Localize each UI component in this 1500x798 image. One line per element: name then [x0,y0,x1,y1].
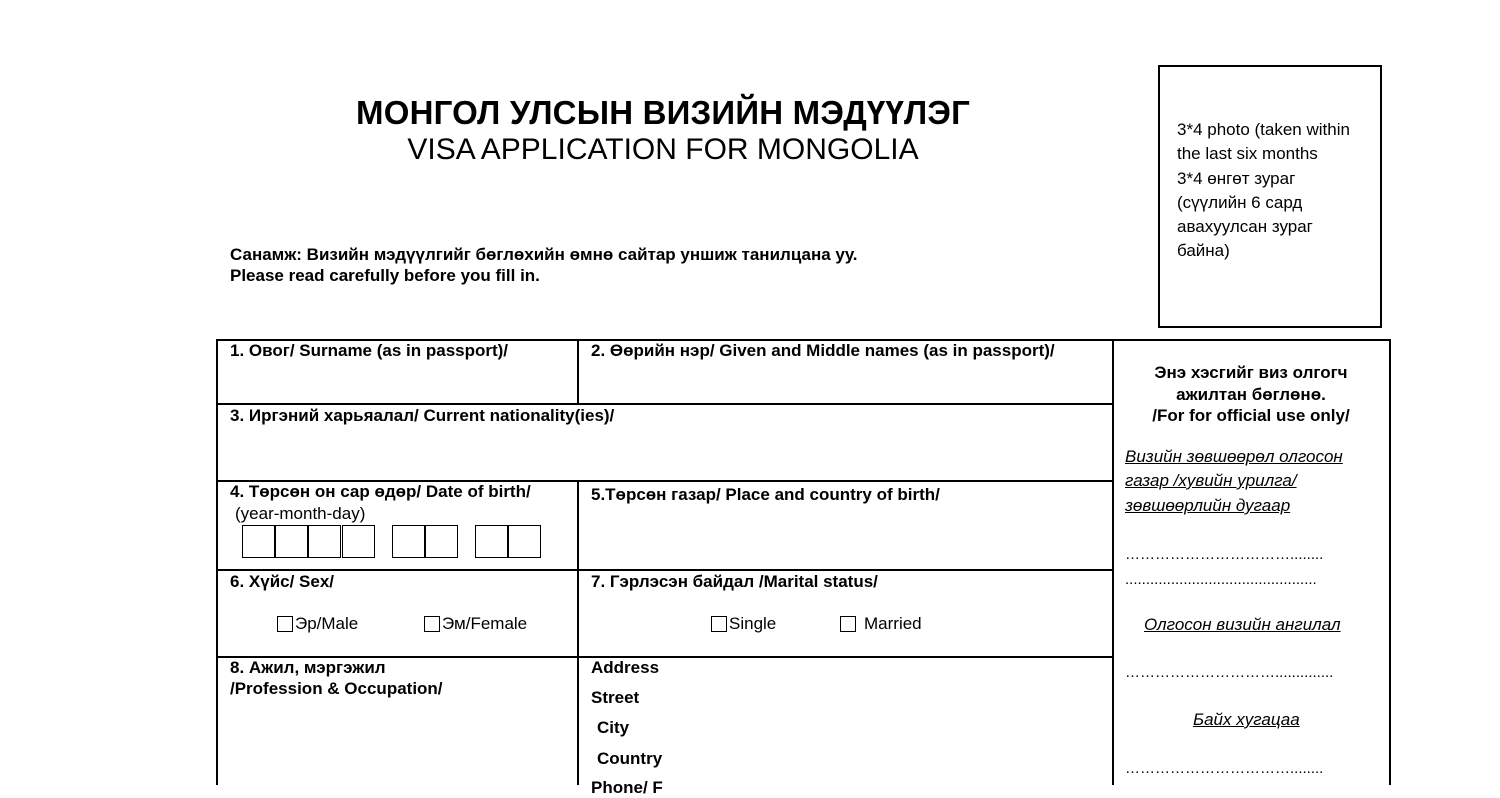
field-surname-label: 1. Овог/ Surname (as in passport)/ [230,341,509,360]
female-checkbox[interactable] [424,616,440,632]
photo-instructions: 3*4 photo (taken within the last six months 3*4 өнгөт зураг (сүүлийн 6 сард авахуулсан зураг байна) [1177,120,1350,261]
title-english: VISA APPLICATION FOR MONGOLIA [407,133,919,166]
notice [230,244,858,286]
field-marital-status-label: 7. Гэрлэсэн байдал /Marital status/ [591,572,878,591]
official-heading-line: Энэ хэсгийг виз олгогч [1154,363,1348,382]
female-label: Эм/Female [442,614,528,633]
year-digit-box[interactable] [242,525,275,558]
field-date-of-birth-label: 4. Төрсөн он сар өдөр/ Date of birth/ [230,482,531,501]
field-place-of-birth-label: 5.Төрсөн газар/ Place and country of birth/ [591,485,940,504]
stay-duration-label: Байх хугацаа [1193,710,1300,729]
phone-label: Phone/ F [591,778,663,797]
dotted-line: .............................................. [1125,571,1317,588]
male-label: Эр/Male [295,614,359,633]
official-use-heading [1113,362,1389,427]
sex-male-option[interactable] [277,614,358,634]
street-label: Street [591,688,640,707]
photo-box [1158,65,1382,328]
country-label: Country [597,749,663,768]
row-line-1 [216,403,1113,405]
single-checkbox[interactable] [711,616,727,632]
year-digit-box[interactable] [308,525,341,558]
date-format-hint: (year-month-day) [235,504,366,523]
permit-label-line1: Визийн зөвшөөрөл олгосон [1125,447,1343,466]
visa-category-label: Олгосон визийн ангилал [1144,615,1341,634]
field-nationality-label: 3. Иргэний харьяалал/ Current nationality(ies)/ [230,406,615,425]
day-digit-box[interactable] [508,525,541,558]
field-sex-label: 6. Хүйс/ Sex/ [230,572,335,591]
divider-rows4-8 [577,480,579,785]
marital-married-option[interactable] [840,614,922,634]
field-profession-label-mn: 8. Ажил, мэргэжил [230,658,386,677]
marital-single-option[interactable] [711,614,776,634]
dotted-line: ……………………………........ [1125,760,1324,777]
row-line-3 [216,569,1113,571]
notice-english: Please read carefully before you fill in. [230,266,540,285]
permit-label-line2: газар /хувийн урилга/ [1125,471,1297,490]
table-border-right [1389,339,1391,785]
divider-row1 [577,339,579,404]
year-digit-box[interactable] [275,525,308,558]
field-given-names-label: 2. Өөрийн нэр/ Given and Middle names (as in passport)/ [591,341,1055,360]
married-label: Married [864,614,922,633]
permit-label-line3: зөвшөөрлийн дугаар [1125,496,1291,515]
official-heading-line: ажилтан бөглөнө. [1176,384,1326,404]
male-checkbox[interactable] [277,616,293,632]
month-digit-box[interactable] [392,525,425,558]
city-label: City [597,718,630,737]
sex-female-option[interactable] [424,614,527,634]
title-mongolian: МОНГОЛ УЛСЫН ВИЗИЙН МЭДҮҮЛЭГ [356,94,970,131]
address-label: Address [591,658,660,677]
dotted-line: ………………………….............. [1125,664,1334,681]
year-digit-box[interactable] [342,525,375,558]
day-digit-box[interactable] [475,525,508,558]
official-heading-line: /For for official use only/ [1152,406,1350,425]
single-label: Single [729,614,777,633]
dotted-line: ……………………………........ [1125,546,1324,563]
field-profession-label-en: /Profession & Occupation/ [230,679,443,698]
table-border-left [216,339,218,785]
notice-mongolian: Санамж: Визийн мэдүүлгийг бөглөхийн өмнө сайтар уншиж танилцана уу. [230,245,858,264]
month-digit-box[interactable] [425,525,458,558]
married-checkbox[interactable] [840,616,856,632]
